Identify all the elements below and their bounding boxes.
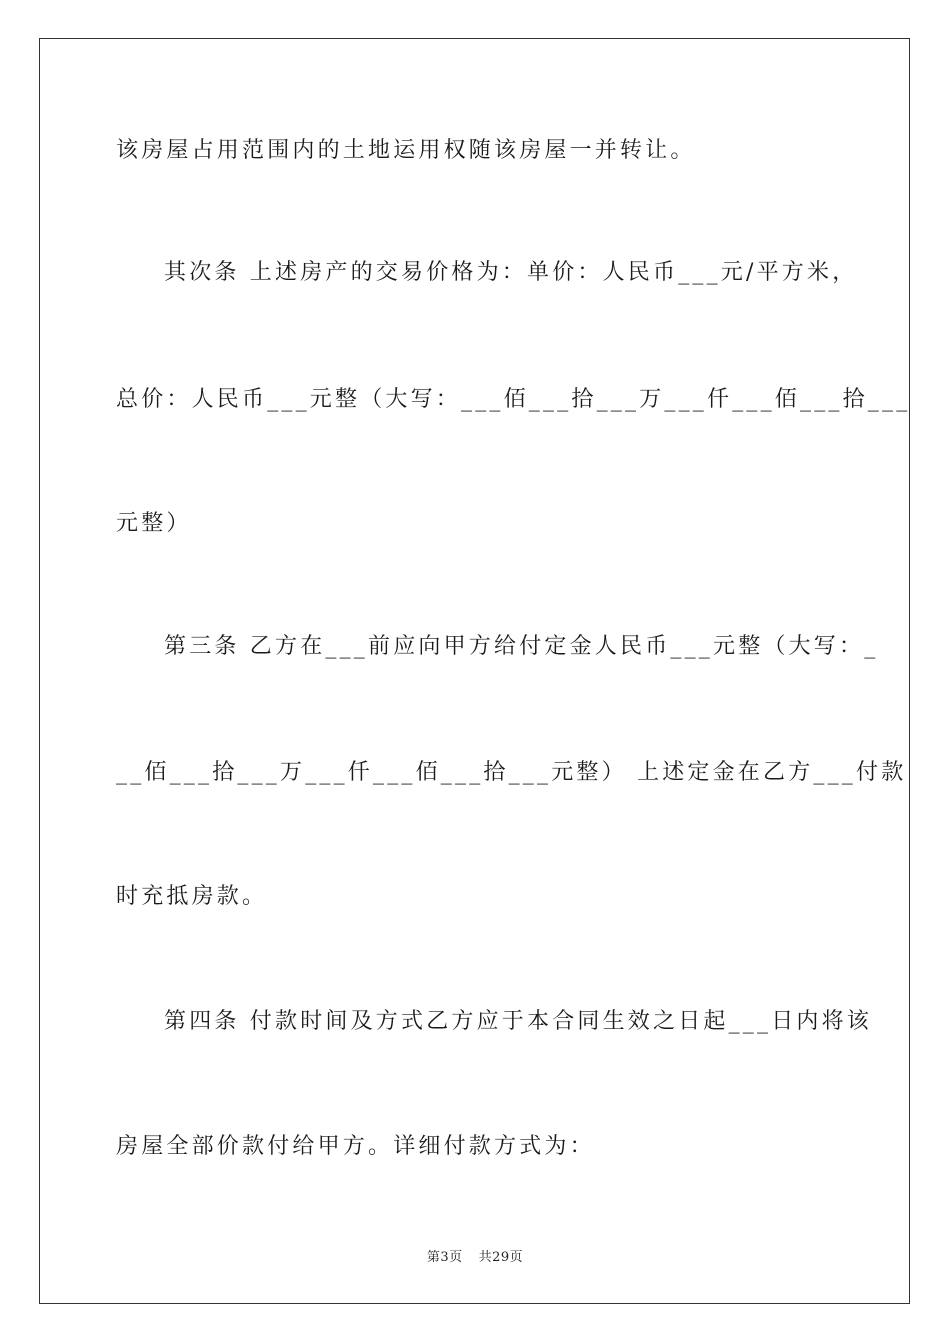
text-line: 房屋全部价款付给甲方。详细付款方式为： <box>116 1134 595 1159</box>
clause-third: 第三条 乙方在___前应向甲方给付定金人民币___元整（大写：_ <box>164 634 879 659</box>
text-line: __佰___拾___万___仟___佰___拾___元整） 上述定金在乙方___付款 <box>116 760 907 785</box>
page-total: 共29页 <box>478 1250 524 1265</box>
clause-fourth: 第四条 付款时间及方式乙方应于本合同生效之日起___日内将该 <box>164 1009 872 1034</box>
text-line: 总价：人民币___元整（大写：___佰___拾___万___仟___佰___拾___ <box>116 387 911 412</box>
text-line: 该房屋占用范围内的土地运用权随该房屋一并转让。 <box>116 138 696 163</box>
text-line: 元整） <box>116 511 192 536</box>
clause-second: 其次条 上述房产的交易价格为：单价：人民币___元/平方米， <box>164 260 858 285</box>
page-border <box>39 38 910 1304</box>
page-footer <box>0 1246 950 1265</box>
text-line: 时充抵房款。 <box>116 884 268 909</box>
page-number: 第3页 <box>426 1250 463 1265</box>
